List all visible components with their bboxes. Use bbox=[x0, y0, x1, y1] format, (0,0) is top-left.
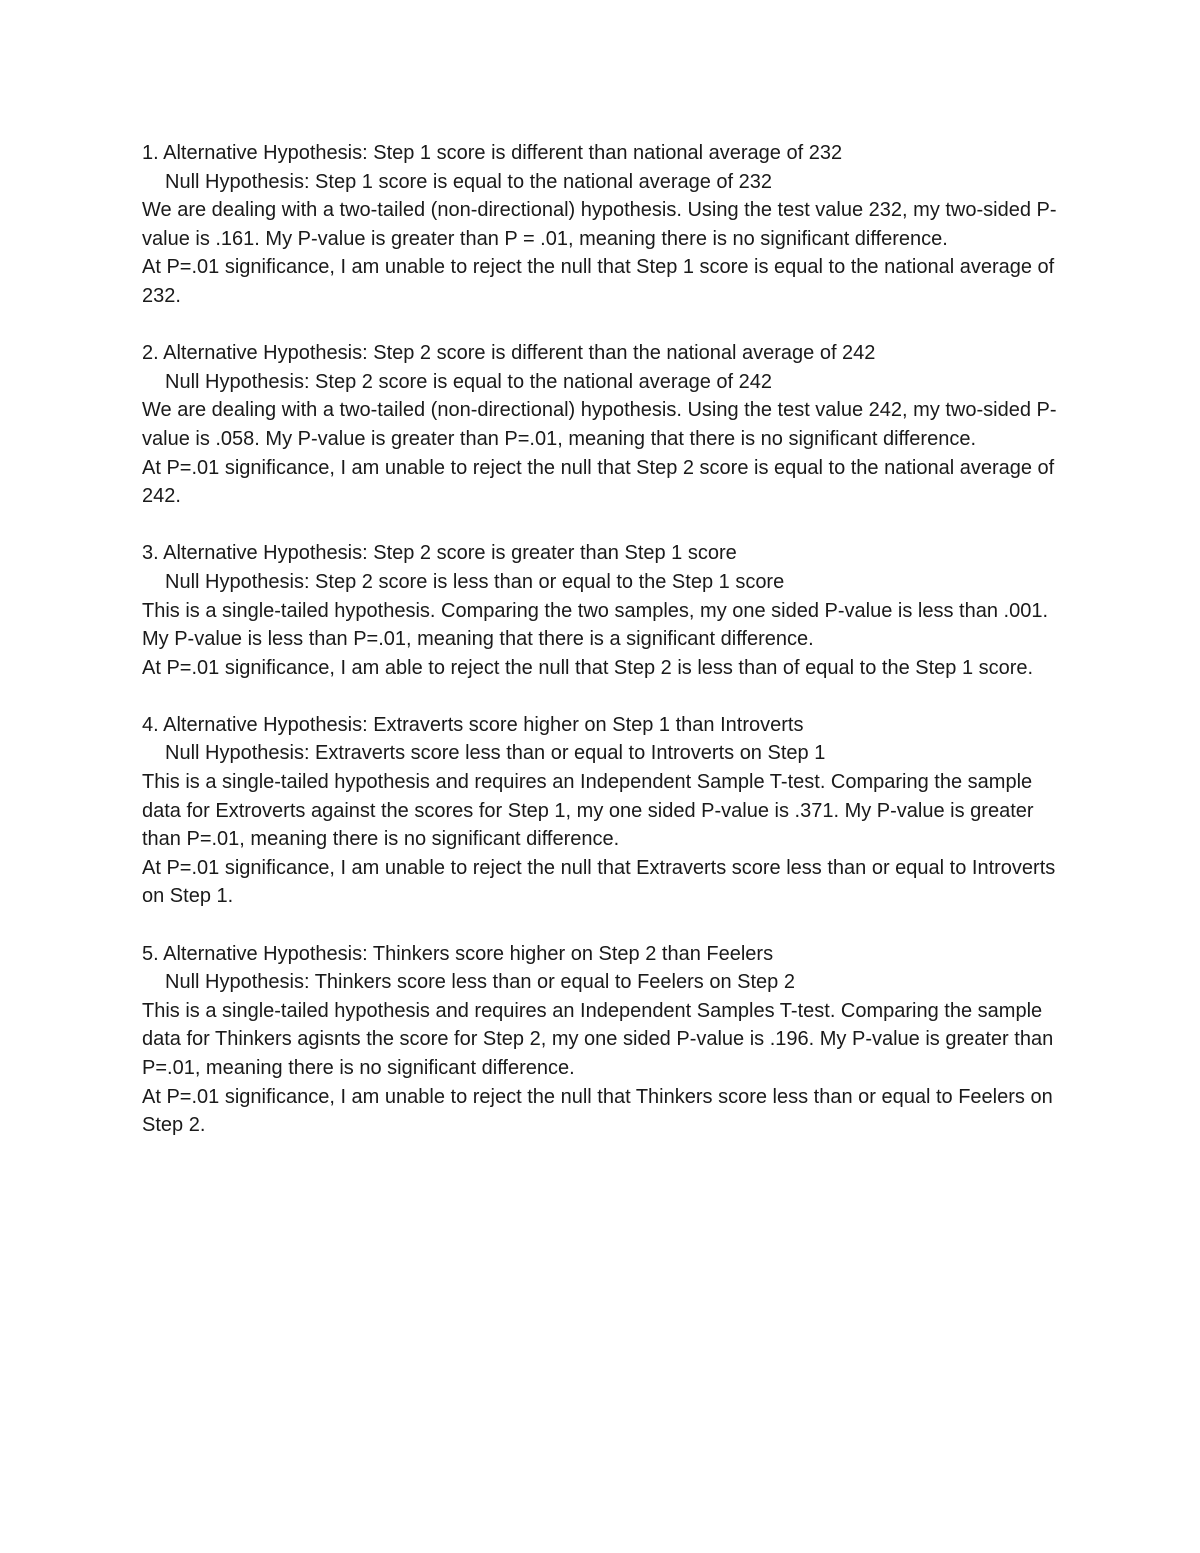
alternative-hypothesis: 5. Alternative Hypothesis: Thinkers score higher on Step 2 than Feelers bbox=[142, 942, 774, 965]
alternative-hypothesis: 1. Alternative Hypothesis: Step 1 score is different than national average of 232 bbox=[142, 142, 843, 164]
hypothesis-item-3 bbox=[142, 539, 1072, 682]
conclusion-paragraph: At P=.01 significance, I am able to reject the null that Step 2 is less than of equal to the Step 1 score. bbox=[142, 656, 1034, 679]
analysis-paragraph: This is a single-tailed hypothesis and requires an Independent Samples T-test. Comparing the sample data for Thinkers agisnts the score for Step 2, my one sided P-value is .196. My P-value is greater than P=.01, meaning there is no significant difference. bbox=[142, 999, 1054, 1079]
conclusion-paragraph: At P=.01 significance, I am unable to reject the null that Step 2 score is equal to the national average of 242. bbox=[142, 456, 1055, 508]
analysis-paragraph: This is a single-tailed hypothesis. Comparing the two samples, my one sided P-value is less than .001. My P-value is less than P=.01, meaning that there is a significant difference. bbox=[142, 599, 1049, 651]
conclusion-paragraph: At P=.01 significance, I am unable to reject the null that Step 1 score is equal to the national average of 232. bbox=[142, 256, 1055, 307]
hypothesis-item-5 bbox=[142, 940, 1072, 1140]
conclusion-paragraph: At P=.01 significance, I am unable to reject the null that Thinkers score less than or equal to Feelers on Step 2. bbox=[142, 1085, 1053, 1137]
document-body bbox=[142, 139, 1072, 1168]
null-hypothesis: Null Hypothesis: Thinkers score less than or equal to Feelers on Step 2 bbox=[165, 971, 795, 994]
null-hypothesis: Null Hypothesis: Step 1 score is equal to the national average of 232 bbox=[165, 170, 773, 193]
hypothesis-item-2 bbox=[142, 339, 1072, 511]
alternative-hypothesis: 3. Alternative Hypothesis: Step 2 score is greater than Step 1 score bbox=[142, 542, 737, 565]
analysis-paragraph: We are dealing with a two-tailed (non-directional) hypothesis. Using the test value 232, my two-sided P-value is .161. My P-value is greater than P = .01, meaning there is no significant difference. bbox=[142, 199, 1057, 250]
null-hypothesis: Null Hypothesis: Step 2 score is equal to the national average of 242 bbox=[165, 370, 773, 393]
null-hypothesis: Null Hypothesis: Step 2 score is less than or equal to the Step 1 score bbox=[165, 570, 785, 593]
hypothesis-item-1 bbox=[142, 139, 1072, 311]
null-hypothesis: Null Hypothesis: Extraverts score less than or equal to Introverts on Step 1 bbox=[165, 742, 826, 765]
alternative-hypothesis: 2. Alternative Hypothesis: Step 2 score is different than the national average of 242 bbox=[142, 342, 876, 365]
hypothesis-item-4 bbox=[142, 711, 1072, 911]
conclusion-paragraph: At P=.01 significance, I am unable to reject the null that Extraverts score less than or equal to Introverts on Step 1. bbox=[142, 856, 1056, 908]
analysis-paragraph: We are dealing with a two-tailed (non-directional) hypothesis. Using the test value 242, my two-sided P-value is .058. My P-value is greater than P=.01, meaning that there is no significant difference. bbox=[142, 399, 1057, 450]
alternative-hypothesis: 4. Alternative Hypothesis: Extraverts score higher on Step 1 than Introverts bbox=[142, 713, 804, 736]
analysis-paragraph: This is a single-tailed hypothesis and requires an Independent Sample T-test. Comparing the sample data for Extroverts against the scores for Step 1, my one sided P-value is .371. My P-value is greater than P=.01, meaning there is no significant difference. bbox=[142, 771, 1034, 851]
